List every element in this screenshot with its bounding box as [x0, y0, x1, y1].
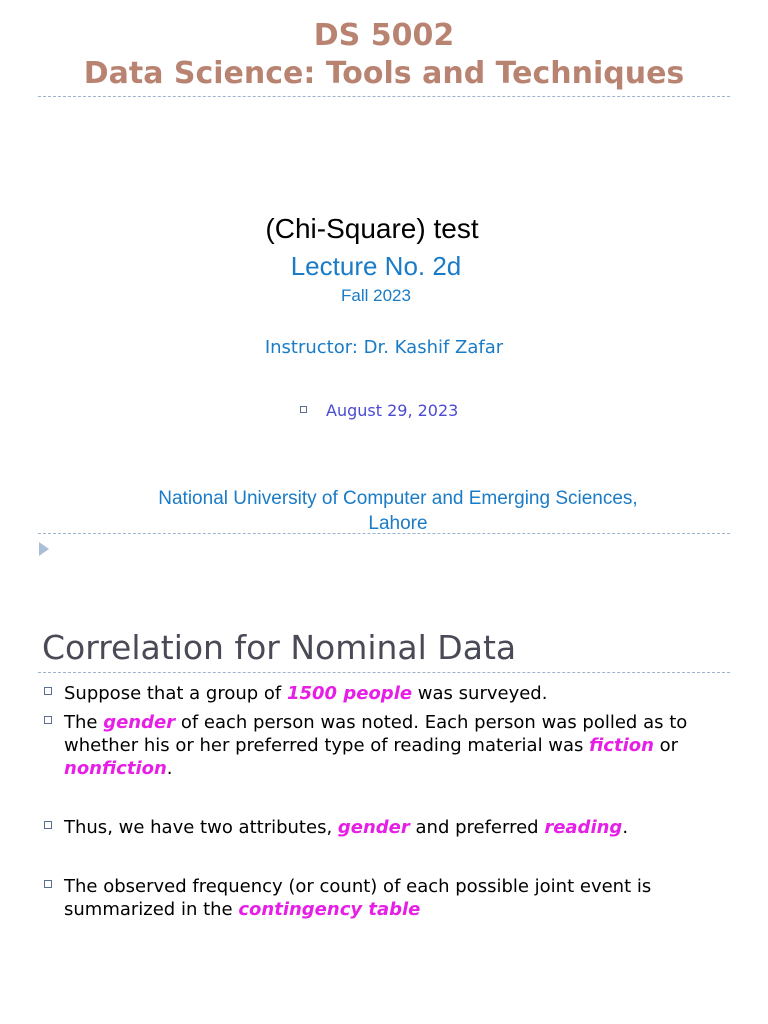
square-bullet-icon: [44, 687, 52, 695]
university: [128, 486, 668, 536]
highlight: reading: [544, 817, 623, 838]
heading-divider: [38, 672, 730, 673]
highlight: gender: [103, 712, 176, 733]
date-row: [300, 401, 458, 420]
course-title: Data Science: Tools and Techniques: [83, 56, 685, 91]
square-bullet-icon: [300, 406, 307, 413]
bullet-list: [42, 682, 732, 921]
highlight: gender: [337, 817, 410, 838]
bullet-item: Thus, we have two attributes, gender and preferred reading.: [42, 816, 732, 839]
lecture-number: Lecture No. 2d: [290, 251, 462, 281]
bullet-item: Suppose that a group of 1500 people was surveyed.: [42, 682, 732, 705]
university-line-1: National University of Computer and Emerging Sciences,: [158, 488, 638, 509]
title-divider: [38, 96, 730, 97]
highlight: 1500 people: [286, 683, 413, 704]
square-bullet-icon: [44, 880, 52, 888]
date: August 29, 2023: [326, 401, 459, 420]
highlight: nonfiction: [64, 758, 167, 779]
test-title: (Chi-Square) test: [265, 213, 479, 244]
play-triangle-icon: [39, 542, 49, 556]
square-bullet-icon: [44, 821, 52, 829]
slide-title: Correlation for Nominal Data: [42, 628, 517, 667]
slide-divider: [38, 533, 730, 534]
highlight: fiction: [589, 735, 654, 756]
bullet-item: The observed frequency (or count) of each possible joint event is summarized in the contingency table: [42, 875, 732, 921]
university-line-2: Lahore: [368, 513, 428, 534]
square-bullet-icon: [44, 716, 52, 724]
term: Fall 2023: [341, 286, 411, 305]
bullet-item: The gender of each person was noted. Each person was polled as to whether his or her preferred type of reading material was fiction or nonfiction.: [42, 711, 732, 780]
highlight: contingency table: [238, 899, 421, 920]
instructor: Instructor: Dr. Kashif Zafar: [264, 337, 504, 358]
course-code: DS 5002: [313, 18, 455, 53]
